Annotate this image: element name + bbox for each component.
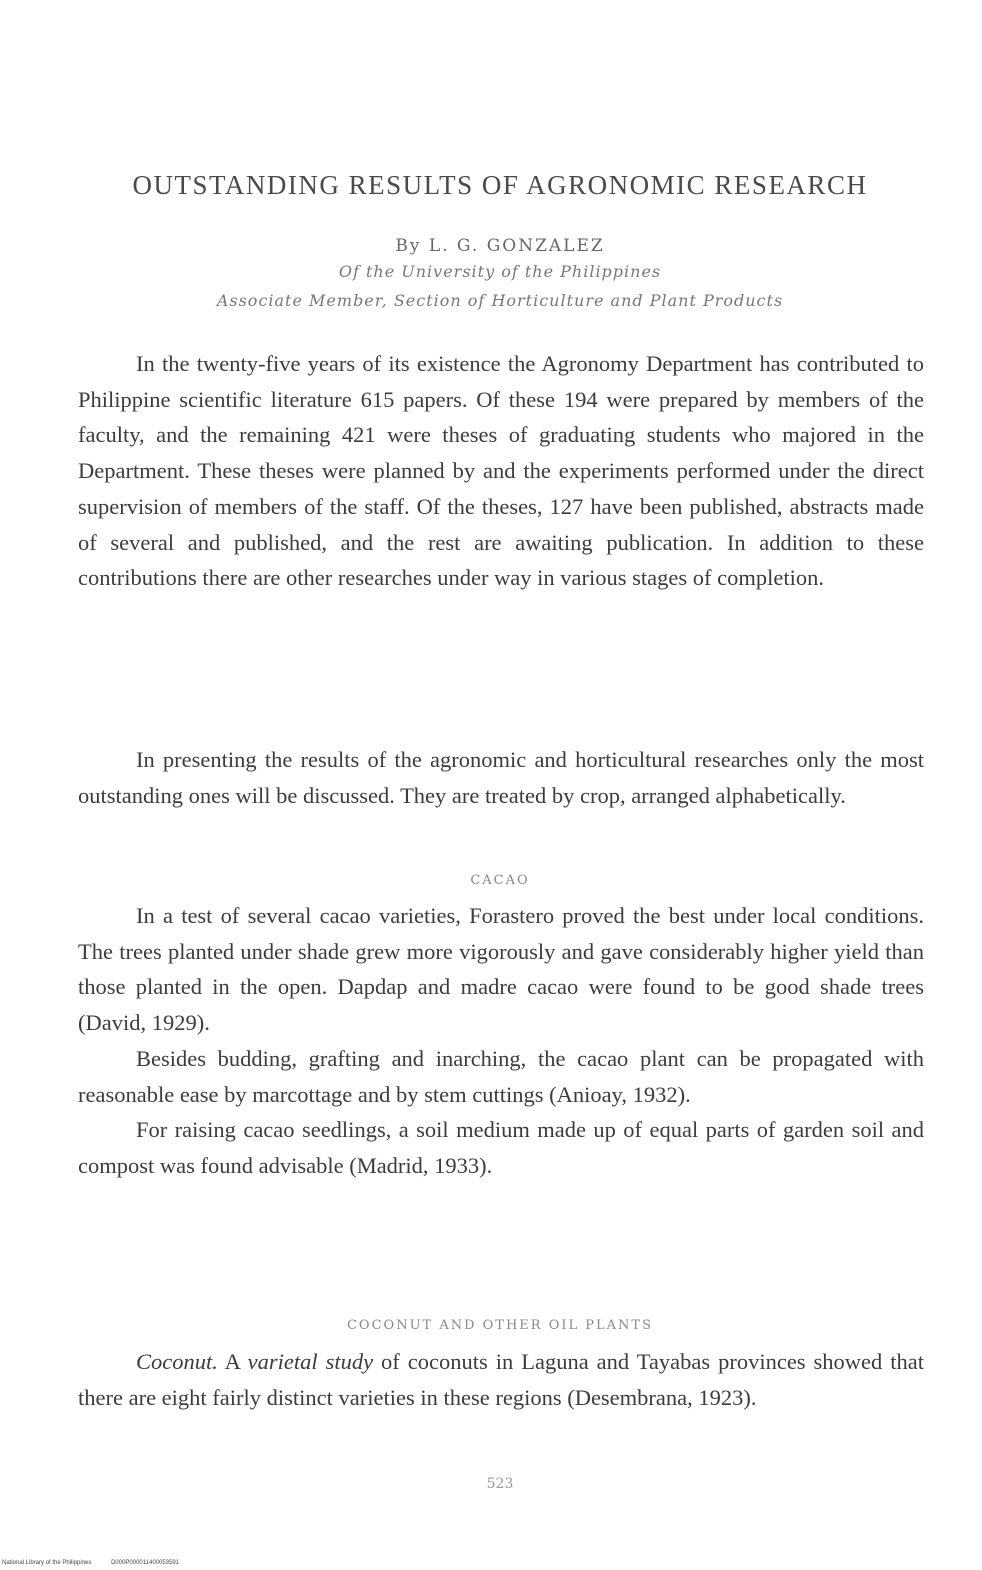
- coconut-italic-term: varietal study: [247, 1349, 374, 1374]
- intro-paragraph-2-block: [78, 742, 924, 813]
- scan-footer: [2, 1560, 179, 1566]
- footer-code: D000P000011400053591: [111, 1560, 180, 1566]
- article-title: OUTSTANDING RESULTS OF AGRONOMIC RESEARCH: [132, 170, 868, 200]
- coconut-paragraph: [78, 1344, 924, 1415]
- coconut-run-in-head: Coconut.: [136, 1349, 218, 1374]
- coconut-text: of coconuts in Laguna and Tayabas provinces showed that there are eight fairly distinct varieties in these regions (Desembrana, 1923).: [78, 1349, 924, 1410]
- cacao-section-body: [78, 898, 924, 1184]
- author-byline: By L. G. GONZALEZ: [395, 236, 605, 256]
- coconut-section-body: [78, 1344, 924, 1415]
- intro-paragraph: In the twenty-five years of its existence the Agronomy Department has contributed to Philippine scientific literature 615 papers. Of these 194 were prepared by members of the faculty, and the remaining 421 were theses of graduating students who majored in the Department. These theses were planned by and the experiments performed under the direct supervision of members of the staff. Of the theses, 127 have been published, abstracts made of several and published, and the rest are awaiting publication. In addition to these contributions there are other researches under way in various stages of completion.: [78, 351, 924, 591]
- author-affiliation-university: Of the University of the Philippines: [338, 262, 662, 281]
- cacao-paragraph: In a test of several cacao varieties, Forastero proved the best under local conditions. The trees planted under shade grew more vigorously and gave considerably higher yield than those planted in the open. Dapdap and madre cacao were found to be good shade trees (David, 1929).: [78, 903, 924, 1036]
- author-affiliation-section: Associate Member, Section of Horticulture and Plant Products: [216, 291, 784, 310]
- intro-paragraph: In presenting the results of the agronomic and horticultural researches only the most outstanding ones will be discussed. They are treated by crop, arranged alphabetically.: [78, 747, 924, 808]
- cacao-paragraph: For raising cacao seedlings, a soil medium made up of equal parts of garden soil and compost was found advisable (Madrid, 1933).: [78, 1117, 924, 1178]
- section-heading-coconut: COCONUT AND OTHER OIL PLANTS: [346, 1318, 653, 1333]
- footer-library: National Library of the Philippines: [2, 1560, 92, 1566]
- cacao-paragraph: Besides budding, grafting and inarching, the cacao plant can be propagated with reasonable ease by marcottage and by stem cuttings (Anioay, 1932).: [78, 1045, 924, 1107]
- page-number: 523: [486, 1476, 514, 1492]
- intro-paragraph-1-block: [78, 346, 924, 596]
- section-heading-cacao: CACAO: [470, 873, 530, 888]
- coconut-text: A: [217, 1349, 248, 1374]
